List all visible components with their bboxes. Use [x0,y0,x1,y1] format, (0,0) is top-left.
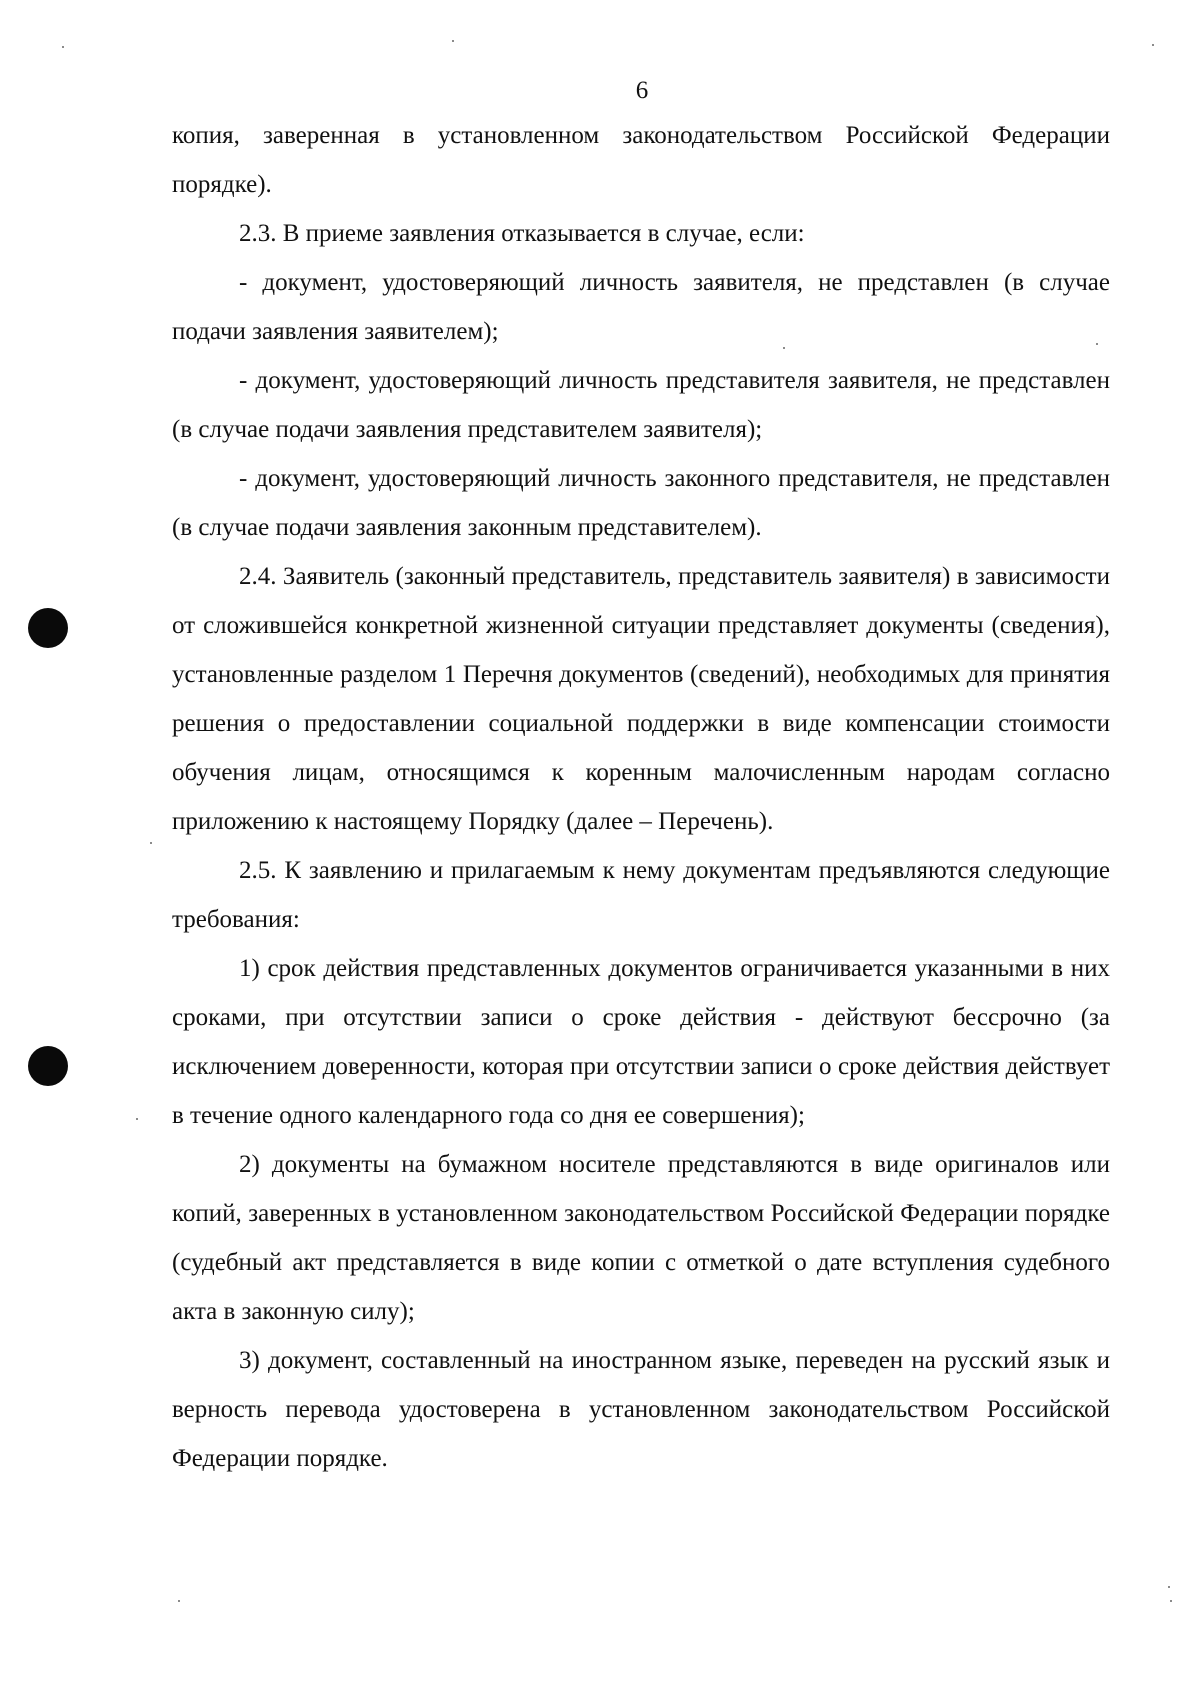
punch-hole-mark [28,608,68,648]
scan-speck [150,842,152,844]
scan-speck [178,1600,180,1602]
requirement-item-3: 3) документ, составленный на иностранном языке, переведен на русский язык и верность перевода удостоверена в установленном законодательством Российской Федерации порядке. [172,1347,1110,1472]
scan-speck [1170,1600,1172,1602]
list-item-applicant-document: - документ, удостоверяющий личность заявителя, не представлен (в случае подачи заявления заявителем); [172,269,1110,345]
document-body [172,111,1110,1483]
list-item-representative-document: - документ, удостоверяющий личность представителя заявителя, не представлен (в случае подачи заявления представителем заявителя); [172,367,1110,443]
paragraph-2-4: 2.4. Заявитель (законный представитель, представитель заявителя) в зависимости от сложившейся конкретной жизненной ситуации представляет документы (сведения), установленные разделом 1 Перечня документов (сведений), необходимых для принятия решения о предоставлении социальной поддержки в виде компенсации стоимости обучения лицам, относящимся к коренным малочисленным народам согласно приложению к настоящему Порядку (далее – Перечень). [172,563,1110,835]
scan-speck [62,46,64,48]
scan-speck [136,1118,138,1120]
requirement-item-2: 2) документы на бумажном носителе представляются в виде оригиналов или копий, заверенных в установленном законодательством Российской Федерации порядке (судебный акт представляется в виде копии с отметкой о дате вступления судебного акта в законную силу); [172,1151,1110,1325]
paragraph-continuation: копия, заверенная в установленном законодательством Российской Федерации порядке). [172,122,1110,198]
punch-hole-mark [28,1046,68,1086]
paragraph-2-3: 2.3. В приеме заявления отказывается в случае, если: [239,220,805,247]
page-number: 6 [635,77,649,104]
list-item-legal-representative-document: - документ, удостоверяющий личность законного представителя, не представлен (в случае подачи заявления законным представителем). [172,465,1110,541]
paragraph-2-5: 2.5. К заявлению и прилагаемым к нему документам предъявляются следующие требования: [172,857,1110,933]
requirement-item-1: 1) срок действия представленных документов ограничивается указанными в них сроками, при отсутствии записи о сроке действия - действуют бессрочно (за исключением доверенности, которая при отсутствии записи о сроке действия действует в течение одного календарного года со дня ее совершения); [172,955,1110,1129]
scan-speck [1152,44,1154,46]
scan-speck [452,40,454,42]
scan-speck [1168,1586,1170,1588]
